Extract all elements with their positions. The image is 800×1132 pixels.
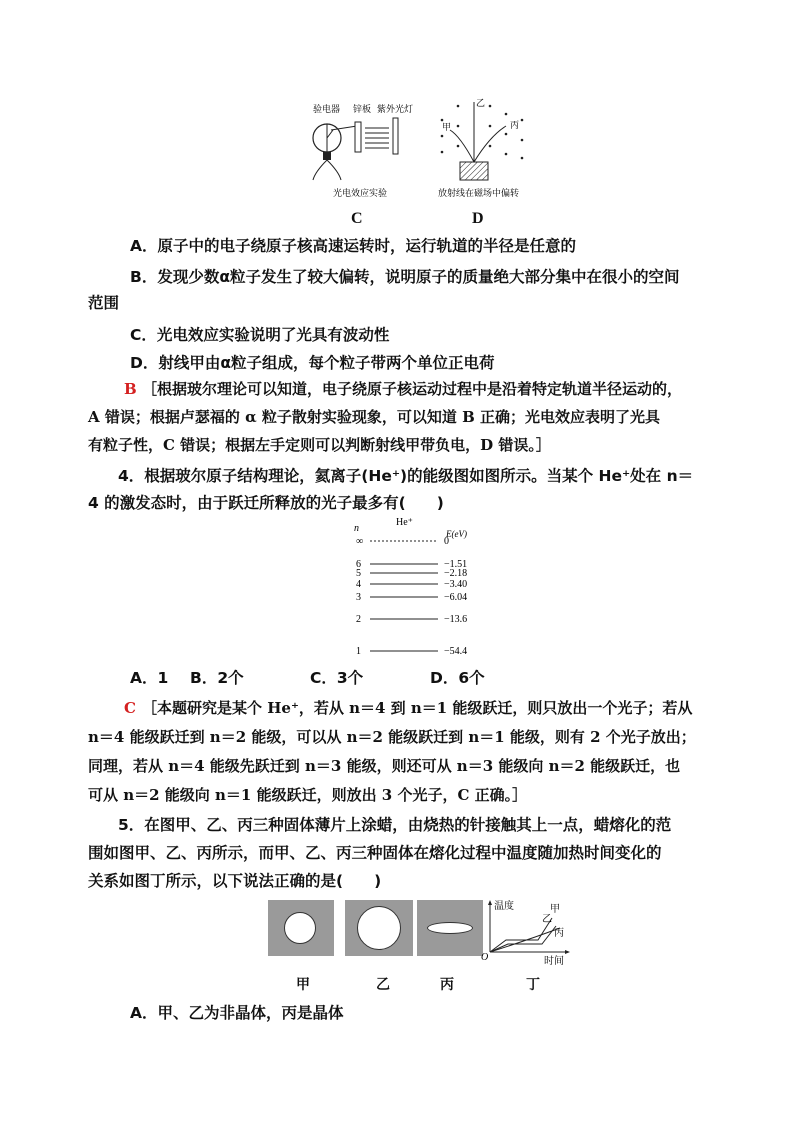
q3-option-c: C．光电效应实验说明了光具有波动性 xyxy=(130,326,390,344)
label-zinc-plate: 锌板 xyxy=(353,104,372,114)
fig-label-bing: 丙 xyxy=(440,978,454,993)
plate-yi xyxy=(345,900,413,956)
melting-temperature-graph xyxy=(478,896,578,966)
q4-option-b: B．2个 xyxy=(190,669,244,687)
q4-option-a: A．1 xyxy=(130,669,169,687)
q3-answer-letter: B xyxy=(124,380,137,398)
q5-option-a: A．甲、乙为非晶体，丙是晶体 xyxy=(130,1004,344,1022)
energy-level-n: 5 xyxy=(356,568,361,579)
caption-d: 放射线在磁场中偏转 xyxy=(438,188,520,198)
energy-level-diagram xyxy=(348,515,508,661)
plate-jia xyxy=(268,900,334,956)
curve-label-jia: 甲 xyxy=(550,904,560,915)
graph-origin: O xyxy=(481,952,489,963)
energy-level-n: 6 xyxy=(356,559,361,570)
energy-level-value: −2.18 xyxy=(444,568,468,579)
q4-explanation-line4: 可从 n＝2 能级向 n＝1 能级跃迁，则放出 3 个光子，C 正确。］ xyxy=(88,786,528,804)
q3-option-b-line1: B．发现少数α粒子发生了较大偏转，说明原子的质量绝大部分集中在很小的空间 xyxy=(130,268,680,286)
curve-label-bing: 丙 xyxy=(554,928,564,939)
graph-ylabel: 温度 xyxy=(494,901,514,912)
figure-d-letter: D xyxy=(472,210,484,227)
energy-level-n: 2 xyxy=(356,614,361,625)
diagram-n-label: n xyxy=(354,523,359,534)
q3-option-b-line2: 范围 xyxy=(88,294,120,312)
q5-stem-line1: 5．在图甲、乙、丙三种固体薄片上涂蜡，由烧热的针接触其上一点，蜡熔化的范 xyxy=(118,816,672,834)
energy-level-n: 3 xyxy=(356,592,361,603)
energy-level-value: −1.51 xyxy=(444,559,468,570)
q3-explanation-line2: A 错误；根据卢瑟福的 α 粒子散射实验现象，可以知道 B 正确；光电效应表明了光具 xyxy=(88,408,660,426)
q4-option-c: C．3个 xyxy=(310,669,364,687)
figure-c-photoelectric xyxy=(305,100,425,202)
ray-label-bing: 丙 xyxy=(510,120,520,130)
energy-level-value: −3.40 xyxy=(444,579,468,590)
q4-explanation-line2: n＝4 能级跃迁到 n＝2 能级，可以从 n＝2 能级跃迁到 n＝1 能级，则有 2 个光子放出； xyxy=(88,728,696,746)
ray-label-yi: 乙 xyxy=(476,98,486,108)
fig-label-yi: 乙 xyxy=(376,978,390,993)
q4-answer-letter: C xyxy=(124,699,136,717)
label-electroscope: 验电器 xyxy=(313,104,341,114)
q5-stem-line3: 关系如图丁所示，以下说法正确的是( ) xyxy=(88,872,382,890)
q4-explanation-line3: 同理，若从 n＝4 能级先跃迁到 n＝3 能级，则还可从 n＝3 能级向 n＝2 能级跃迁，也 xyxy=(88,757,681,775)
energy-levels xyxy=(356,536,467,657)
q4-stem-line2: 4 的激发态时，由于跃迁所释放的光子最多有( ) xyxy=(88,494,444,512)
figure-c-letter: C xyxy=(351,210,363,227)
energy-level-value: −6.04 xyxy=(444,592,468,603)
curve-label-yi: 乙 xyxy=(542,914,552,925)
q4-explanation-line1: ［本题研究是某个 He⁺，若从 n＝4 到 n＝1 能级跃迁，则只放出一个光子；若从 xyxy=(142,699,693,717)
energy-level-n: ∞ xyxy=(356,536,364,547)
graph-xlabel: 时间 xyxy=(544,956,564,966)
fig-label-ding: 丁 xyxy=(526,978,540,993)
ray-label-jia: 甲 xyxy=(442,122,452,132)
diagram-title: He⁺ xyxy=(396,517,413,528)
energy-level-value: −13.6 xyxy=(444,614,468,625)
caption-c: 光电效应实验 xyxy=(333,188,388,198)
q3-option-d: D．射线甲由α粒子组成，每个粒子带两个单位正电荷 xyxy=(130,354,495,372)
q4-option-d: D．6个 xyxy=(430,669,485,687)
q4-stem-line1: 4．根据玻尔原子结构理论，氦离子(He⁺)的能级图如图所示。当某个 He⁺处在 n＝ xyxy=(118,467,694,485)
energy-level-value: −54.4 xyxy=(444,646,468,657)
figure-d-radiation xyxy=(430,96,540,204)
energy-level-value: 0 xyxy=(444,536,449,547)
label-uv-lamp: 紫外光灯 xyxy=(377,104,414,114)
plate-bing xyxy=(417,900,483,956)
diagram-e-label: E(eV) xyxy=(446,529,467,539)
q3-option-a: A．原子中的电子绕原子核高速运转时，运行轨道的半径是任意的 xyxy=(130,237,576,255)
energy-level-n: 1 xyxy=(356,646,361,657)
q3-explanation-line3: 有粒子性，C 错误；根据左手定则可以判断射线甲带负电，D 错误。］ xyxy=(88,436,551,454)
energy-level-n: 4 xyxy=(356,579,361,590)
q3-explanation-line1: ［根据玻尔理论可以知道，电子绕原子核运动过程中是沿着特定轨道半径运动的， xyxy=(142,380,683,398)
fig-label-jia: 甲 xyxy=(296,978,310,993)
q5-stem-line2: 围如图甲、乙、丙所示，而甲、乙、丙三种固体在熔化过程中温度随加热时间变化的 xyxy=(88,844,662,862)
